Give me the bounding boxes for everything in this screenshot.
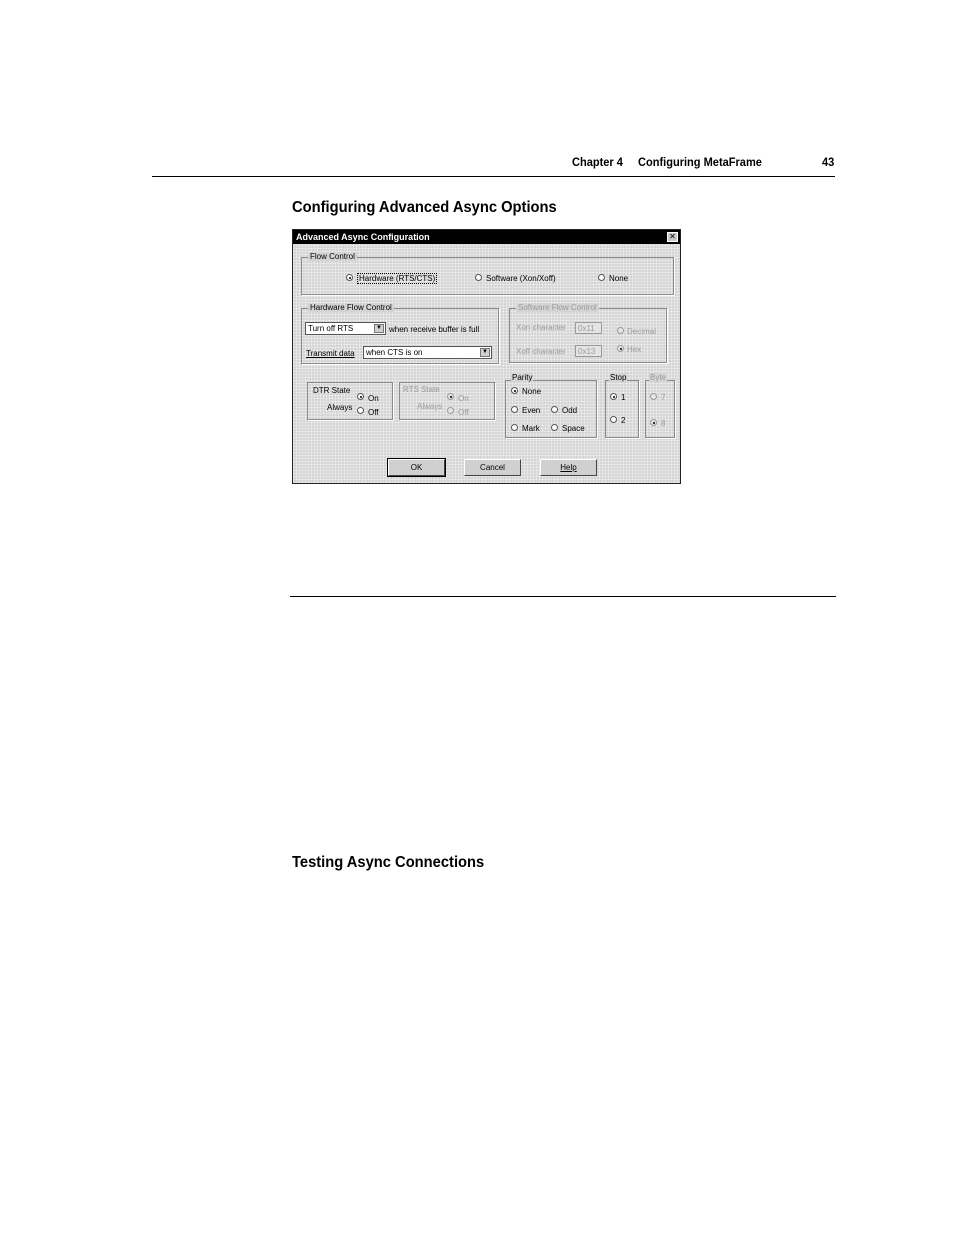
- rts-always-label: Always: [417, 402, 443, 411]
- byte-group: [645, 380, 675, 438]
- xoff-value: 0x13: [578, 347, 596, 356]
- byte-8-radio[interactable]: [650, 419, 657, 426]
- dtr-state-label: DTR State: [313, 386, 351, 395]
- xon-field[interactable]: [575, 322, 602, 334]
- parity-odd-radio[interactable]: [551, 406, 558, 413]
- transmit-data-label: Transmit data: [306, 349, 355, 358]
- flow-software-radio[interactable]: [475, 274, 482, 281]
- page-number: 43: [822, 155, 835, 169]
- xoff-label: Xoff character: [516, 347, 566, 356]
- dtr-on-radio[interactable]: [357, 393, 364, 400]
- dtr-off-radio[interactable]: [357, 407, 364, 414]
- parity-label: Parity: [512, 373, 533, 382]
- dtr-on-label: On: [368, 394, 379, 403]
- byte-label: Byte: [650, 373, 667, 382]
- parity-space-radio[interactable]: [551, 424, 558, 431]
- software-hex-label: Hex: [627, 345, 642, 354]
- parity-space-label: Space: [562, 424, 585, 433]
- flow-software-label: Software (Xon/Xoff): [486, 274, 556, 283]
- ok-button[interactable]: OK: [388, 459, 445, 476]
- transmit-select[interactable]: [363, 346, 492, 359]
- section-heading-advanced: Configuring Advanced Async Options: [292, 199, 557, 216]
- xon-label: Xon character: [516, 323, 566, 332]
- chevron-down-icon[interactable]: ▼: [374, 324, 384, 333]
- flow-none-radio[interactable]: [598, 274, 605, 281]
- transmit-select-value: when CTS is on: [366, 348, 423, 357]
- xon-value: 0x11: [578, 324, 595, 333]
- rts-select[interactable]: [305, 322, 386, 335]
- chapter-title: Configuring MetaFrame: [638, 155, 762, 169]
- software-decimal-radio[interactable]: [617, 327, 624, 334]
- advanced-async-dialog: [292, 229, 681, 484]
- parity-none-radio[interactable]: [511, 387, 518, 394]
- parity-odd-label: Odd: [562, 406, 578, 415]
- header-rule: [152, 176, 835, 177]
- rts-on-radio[interactable]: [447, 393, 454, 400]
- flow-hardware-radio[interactable]: [346, 274, 353, 281]
- xoff-field[interactable]: [575, 345, 602, 357]
- flow-none-label: None: [609, 274, 629, 283]
- stop-2-radio[interactable]: [610, 416, 617, 423]
- rts-off-label: Off: [458, 408, 469, 417]
- chevron-down-icon[interactable]: ▼: [480, 348, 490, 357]
- flow-control-label: Flow Control: [310, 252, 355, 261]
- software-hex-radio[interactable]: [617, 345, 624, 352]
- stop-1-radio[interactable]: [610, 393, 617, 400]
- chapter-label: Chapter 4: [572, 155, 623, 169]
- help-button[interactable]: Help: [540, 459, 597, 476]
- flow-hardware-label: Hardware (RTS/CTS): [359, 274, 436, 283]
- parity-mark-radio[interactable]: [511, 424, 518, 431]
- cancel-button[interactable]: Cancel: [464, 459, 521, 476]
- rts-off-radio[interactable]: [447, 407, 454, 414]
- hardware-flow-label: Hardware Flow Control: [310, 303, 392, 312]
- parity-none-label: None: [522, 387, 542, 396]
- stop-1-label: 1: [621, 393, 626, 402]
- rts-suffix-label: when receive buffer is full: [389, 325, 480, 334]
- dtr-off-label: Off: [368, 408, 379, 417]
- close-icon[interactable]: ✕: [667, 232, 678, 242]
- dtr-always-label: Always: [327, 403, 353, 412]
- byte-7-radio[interactable]: [650, 393, 657, 400]
- software-decimal-label: Decimal: [627, 327, 656, 336]
- rts-on-label: On: [458, 394, 469, 403]
- byte-8-label: 8: [661, 419, 666, 428]
- section-heading-testing: Testing Async Connections: [292, 854, 485, 871]
- byte-7-label: 7: [661, 393, 666, 402]
- dialog-titlebar: [293, 230, 680, 244]
- parity-even-label: Even: [522, 406, 541, 415]
- rts-state-label: RTS State: [403, 385, 440, 394]
- stop-2-label: 2: [621, 416, 626, 425]
- stop-label: Stop: [610, 373, 627, 382]
- dialog-title: Advanced Async Configuration: [296, 232, 430, 242]
- software-flow-label: Software Flow Control: [518, 303, 597, 312]
- section-rule: [290, 596, 836, 597]
- parity-even-radio[interactable]: [511, 406, 518, 413]
- stop-group: [605, 380, 639, 438]
- parity-mark-label: Mark: [522, 424, 540, 433]
- rts-select-value: Turn off RTS: [308, 324, 354, 333]
